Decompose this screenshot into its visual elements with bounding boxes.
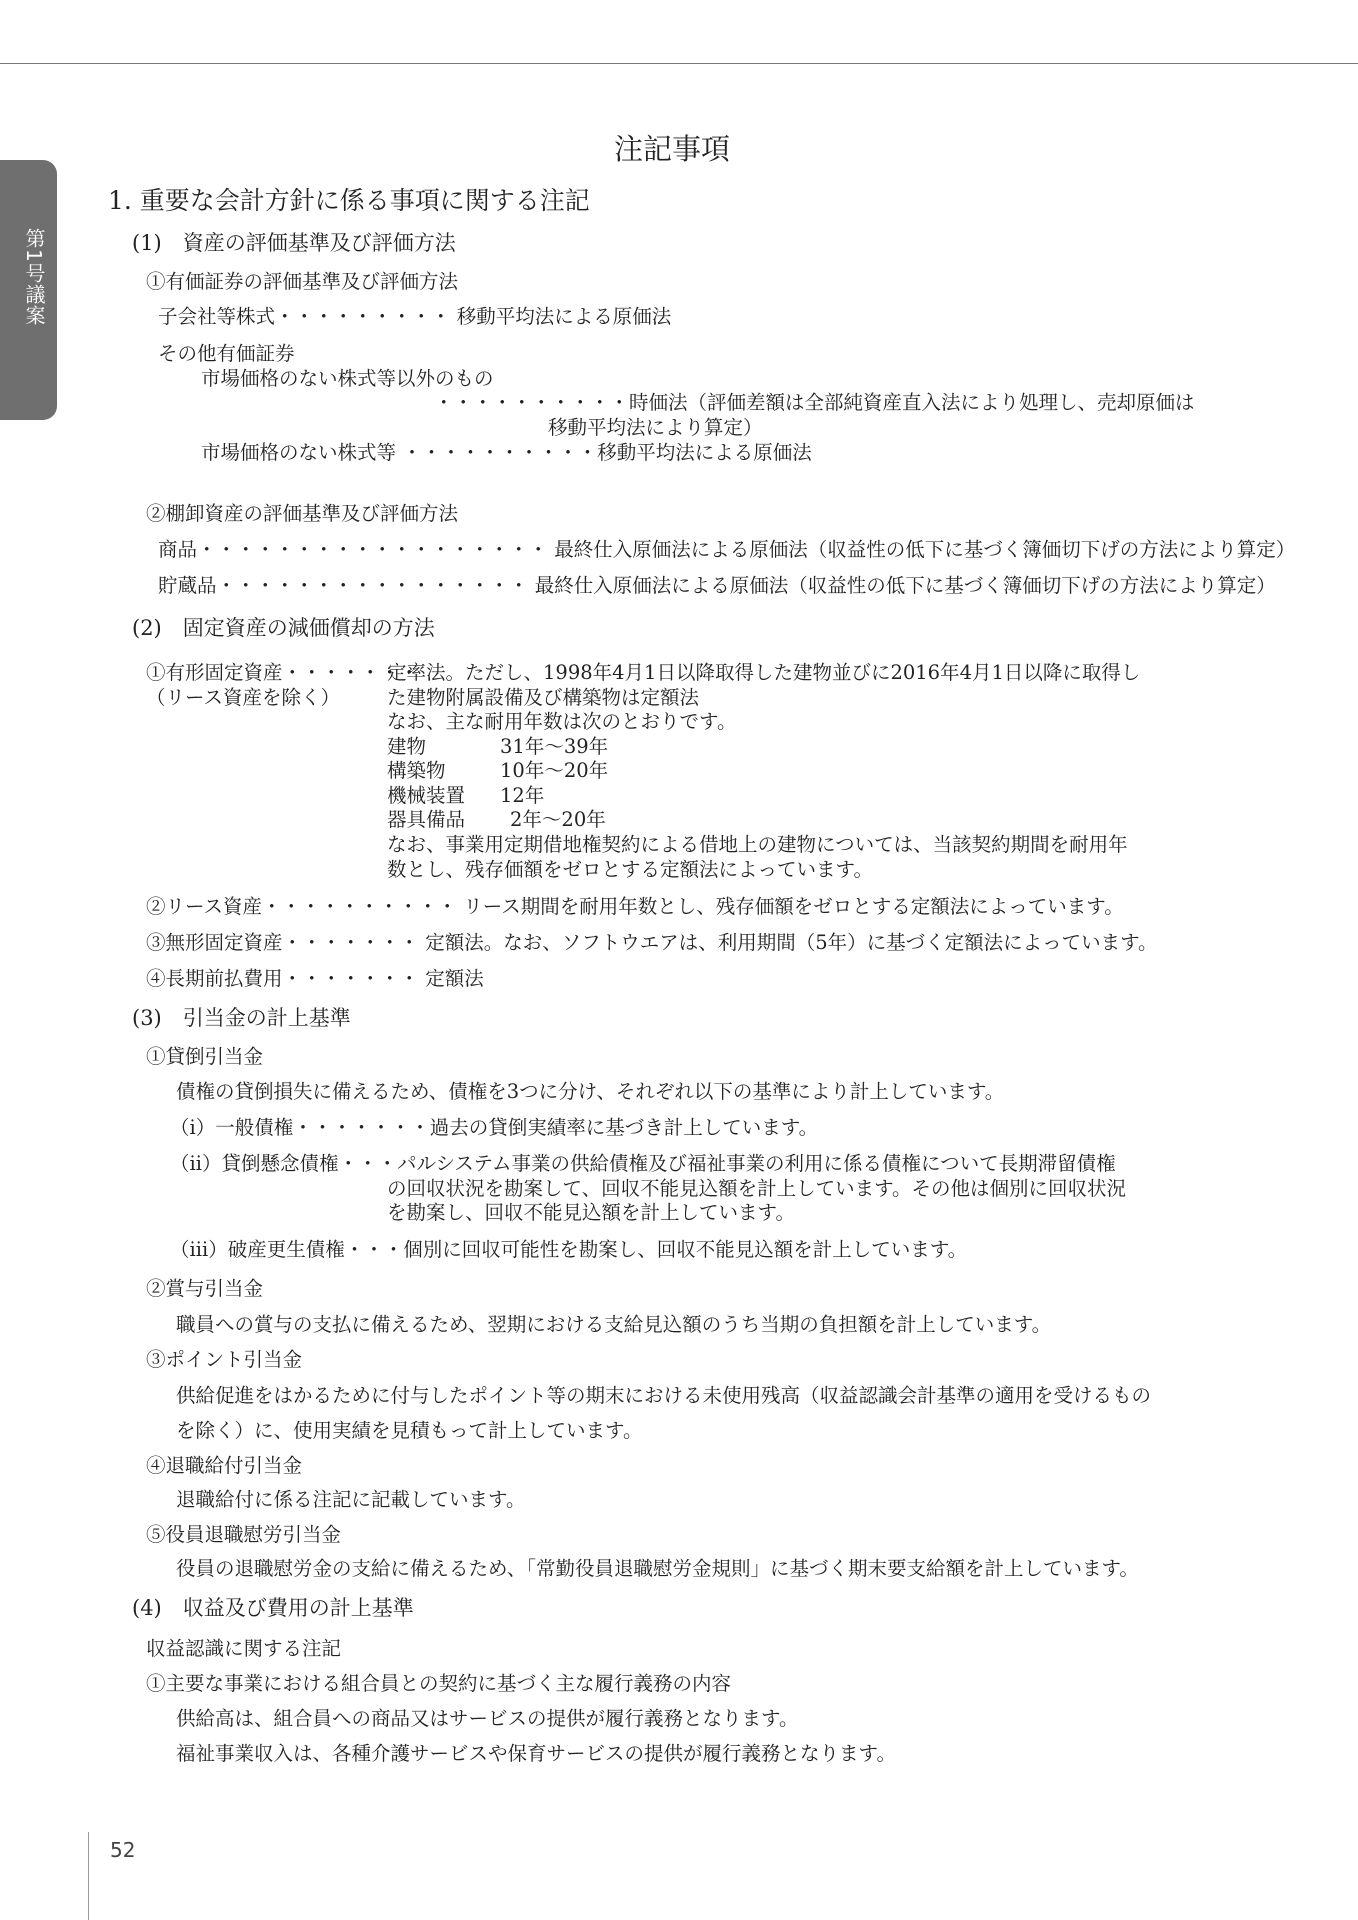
item-heading: ①貸倒引当金 — [146, 1045, 264, 1068]
footer-rule — [88, 1832, 89, 1920]
text-line: 貯蔵品・・・・・・・・・・・・・・・・ 最終仕入原価法による原価法（収益性の低下に基づく簿価切下げの方法により算定） — [158, 574, 1276, 597]
useful-life-label: 建物 — [387, 735, 427, 758]
text-line: た建物附属設備及び構築物は定額法 — [387, 686, 700, 709]
text-line: 数とし、残存価額をゼロとする定額法によっています。 — [387, 858, 873, 881]
item-heading: ①有価証券の評価基準及び評価方法 — [146, 270, 459, 293]
page-number: 52 — [110, 1838, 136, 1862]
text-line: 子会社等株式・・・・・・・・・ 移動平均法による原価法 — [158, 305, 672, 328]
text-line: 債権の貸倒損失に備えるため、債権を3つに分け、それぞれ以下の基準により計上しています。 — [176, 1080, 1005, 1103]
item-heading: ⑤役員退職慰労引当金 — [146, 1523, 342, 1546]
item-note: （リース資産を除く） — [146, 686, 341, 709]
item-heading: ④退職給付引当金 — [146, 1454, 303, 1477]
useful-life-value: 12年 — [500, 784, 545, 807]
text-line: 役員の退職慰労金の支給に備えるため、「常勤役員退職慰労金規則」に基づく期末要支給額を計上しています。 — [176, 1557, 1139, 1580]
text-line: （ⅰ）一般債権・・・・・・・過去の貸倒実績率に基づき計上しています。 — [170, 1116, 819, 1139]
text-line: なお、事業用定期借地権契約による借地上の建物については、当該契約期間を耐用年 — [387, 833, 1128, 856]
text-line: 供給高は、組合員への商品又はサービスの提供が履行義務となります。 — [176, 1707, 799, 1730]
text-line: ②リース資産・・・・・・・・・・ リース期間を耐用年数とし、残存価額をゼロとする定額法によっています。 — [146, 895, 1124, 918]
text-line: 供給促進をはかるために付与したポイント等の期末における未使用残高（収益認識会計基準の適用を受けるもの — [176, 1384, 1152, 1407]
text-line: 定率法。ただし、1998年4月1日以降取得した建物並びに2016年4月1日以降に取得し — [387, 661, 1141, 684]
text-line: を勘案し、回収不能見込額を計上しています。 — [387, 1201, 795, 1224]
useful-life-value: 2年～20年 — [510, 808, 606, 831]
subsection-heading-1: (1) 資産の評価基準及び評価方法 — [132, 231, 456, 255]
text-line: なお、主な耐用年数は次のとおりです。 — [387, 710, 737, 733]
chapter-tab-label: 第1号議案 — [22, 228, 46, 326]
page-title: 注記事項 — [614, 132, 731, 166]
text-line: その他有価証券 — [158, 342, 295, 365]
section-heading-1: 1. 重要な会計方針に係る事項に関する注記 — [108, 186, 590, 215]
text-line: 商品・・・・・・・・・・・・・・・・・・ 最終仕入原価法による原価法（収益性の低下に基づく簿価切下げの方法により算定） — [158, 538, 1296, 561]
text-line: （ⅲ）破産更生債権・・・個別に回収可能性を勘案し、回収不能見込額を計上しています。 — [170, 1238, 968, 1261]
text-line: 福祉事業収入は、各種介護サービスや保育サービスの提供が履行義務となります。 — [176, 1742, 896, 1765]
text-line: 移動平均法により算定） — [548, 416, 763, 439]
subsection-heading-2: (2) 固定資産の減価償却の方法 — [132, 616, 435, 640]
useful-life-label: 機械装置 — [387, 784, 466, 807]
text-line: の回収状況を勘案して、回収不能見込額を計上しています。その他は個別に回収状況 — [387, 1177, 1127, 1200]
text-line: 市場価格のない株式等 ・・・・・・・・・・移動平均法による原価法 — [201, 441, 812, 464]
item-heading: ①主要な事業における組合員との契約に基づく主な履行義務の内容 — [146, 1672, 732, 1695]
item-heading: ①有形固定資産・・・・・・・ — [146, 661, 420, 684]
item-heading: ③ポイント引当金 — [146, 1348, 303, 1371]
text-line: を除く）に、使用実績を見積もって計上しています。 — [176, 1419, 643, 1442]
useful-life-label: 構築物 — [387, 759, 446, 782]
subsection-heading-3: (3) 引当金の計上基準 — [132, 1006, 351, 1030]
top-rule — [0, 63, 1358, 64]
text-line: （ⅱ）貸倒懸念債権・・・パルシステム事業の供給債権及び福祉事業の利用に係る債権について長期滞留債権 — [170, 1152, 1116, 1175]
useful-life-value: 31年～39年 — [500, 735, 609, 758]
useful-life-value: 10年～20年 — [500, 759, 609, 782]
text-line: 退職給付に係る注記に記載しています。 — [176, 1488, 526, 1511]
item-heading: ②賞与引当金 — [146, 1277, 264, 1300]
item-heading: ②棚卸資産の評価基準及び評価方法 — [146, 502, 459, 525]
text-line: 職員への賞与の支払に備えるため、翌期における支給見込額のうち当期の負担額を計上しています。 — [176, 1313, 1052, 1336]
text-line: ・・・・・・・・・・時価法（評価差額は全部純資産直入法により処理し、売却原価は — [434, 391, 1195, 414]
text-line: ③無形固定資産・・・・・・・ 定額法。なお、ソフトウエアは、利用期間（5年）に基づく定額法によっています。 — [146, 931, 1158, 954]
text-line: ④長期前払費用・・・・・・・ 定額法 — [146, 967, 484, 990]
item-heading: 収益認識に関する注記 — [146, 1637, 342, 1660]
subsection-heading-4: (4) 収益及び費用の計上基準 — [132, 1596, 414, 1620]
text-line: 市場価格のない株式等以外のもの — [201, 367, 494, 390]
useful-life-label: 器具備品 — [387, 808, 466, 831]
